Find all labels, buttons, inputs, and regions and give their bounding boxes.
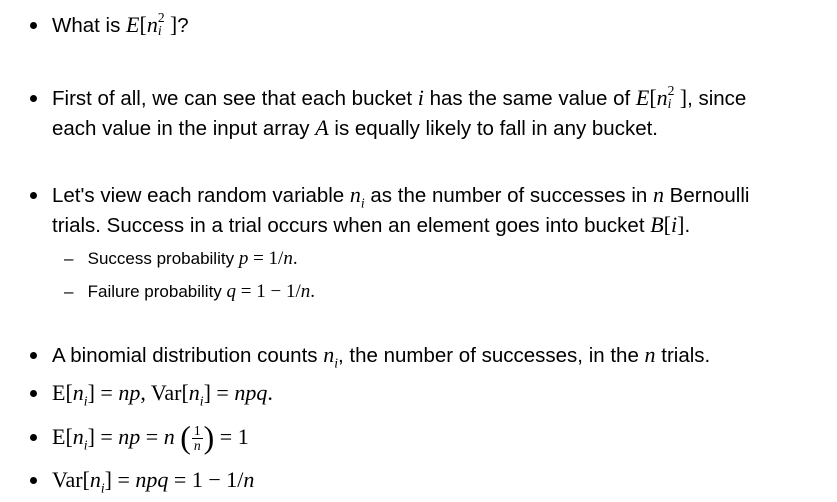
question-line: What is E[n 2 i ]? xyxy=(52,9,189,39)
formula-expectation-value: $E[n_i]$ = np = n ( $\frac{1}{n}$ ) = 1 xyxy=(52,419,249,455)
bullet-dot xyxy=(30,352,37,359)
bullet-dot xyxy=(30,22,37,29)
formula-expectation-variance: $E[n_i]$ = np, $Var[n_i]$ = npq. xyxy=(52,380,273,409)
bucket-line-1: First of all, we can see that each bucket i has the same value of E[n 2 i ], since xyxy=(52,82,747,112)
bullet-dot xyxy=(30,95,37,102)
bernoulli-line-1: Let's view each random variable $n_i$ as the number of successes in n Bernoulli xyxy=(52,182,750,211)
sub-item-failure: – Failure probability q = 1 − 1/n. xyxy=(64,281,315,302)
bullet-dot xyxy=(30,477,37,484)
sub-item-success: – Success probability p = 1/n. xyxy=(64,248,298,269)
bernoulli-line-2: trials. Success in a trial occurs when an element goes into bucket B[i]. xyxy=(52,212,691,237)
bullet-dot xyxy=(30,390,37,397)
bucket-line-2: each value in the input array A is equally likely to fall in any bucket. xyxy=(52,115,659,140)
binomial-line: A binomial distribution counts $n_i$, the number of successes, in the n trials. xyxy=(52,342,711,371)
bullet-dot xyxy=(30,434,37,441)
bullet-dot xyxy=(30,192,37,199)
formula-E-ni2: E[n 2 i ] xyxy=(126,9,178,39)
formula-variance-value: $Var[n_i]$ = npq = 1 − 1/n xyxy=(52,467,255,496)
fraction-1-over-n: $\frac{1}{n}$ xyxy=(193,423,201,454)
